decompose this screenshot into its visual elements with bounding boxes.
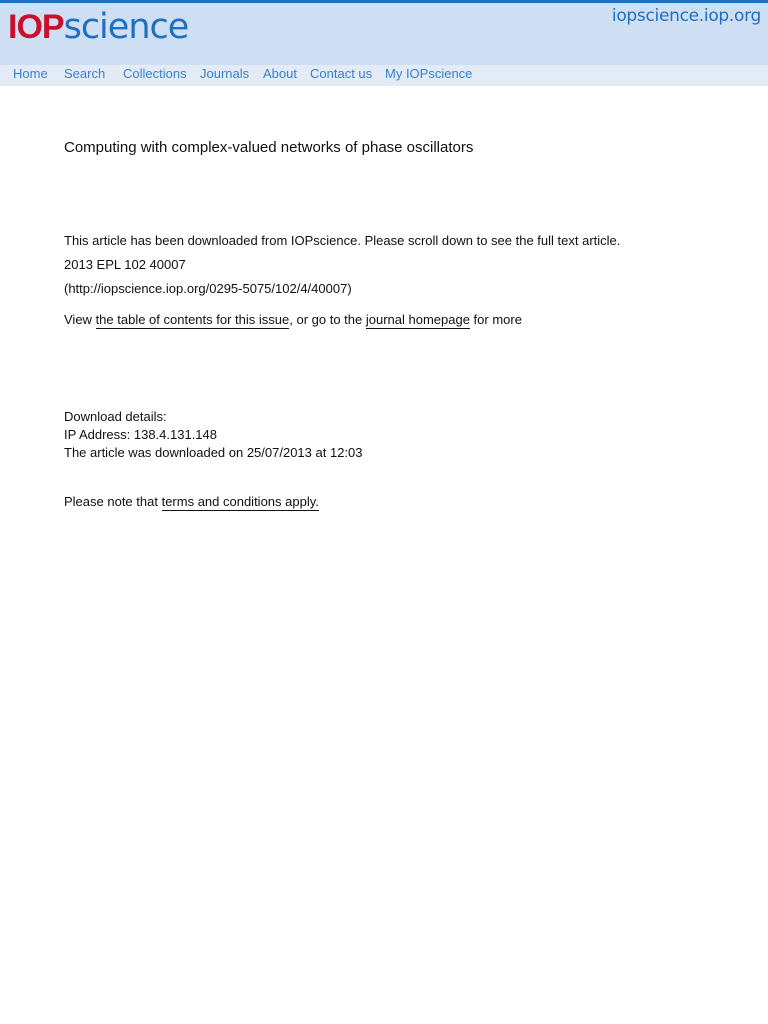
article-citation: 2013 EPL 102 40007	[64, 257, 186, 272]
view-links-line	[64, 312, 522, 328]
terms-prefix: Please note that	[64, 494, 162, 509]
nav-item-my-iopscience[interactable]: My IOPscience	[385, 66, 473, 81]
article-title: Computing with complex-valued networks of phase oscillators	[64, 139, 474, 156]
terms-line	[64, 494, 319, 510]
main-nav	[0, 65, 768, 86]
view-suffix: for more	[469, 312, 522, 327]
nav-item-search[interactable]: Search	[64, 66, 106, 81]
download-notice: This article has been downloaded from IOPscience. Please scroll down to see the full text article.	[64, 233, 621, 248]
logo-science-text: science	[63, 7, 189, 47]
site-url[interactable]: iopscience.iop.org	[611, 6, 761, 26]
download-details-heading: Download details:	[64, 409, 167, 424]
view-middle: , or go to the	[289, 312, 366, 327]
logo-iop-text: IOP	[8, 8, 64, 46]
iopscience-logo[interactable]	[8, 7, 188, 47]
toc-link[interactable]: the table of contents for this issue	[95, 312, 290, 327]
nav-item-home[interactable]: Home	[13, 66, 48, 81]
nav-item-collections[interactable]: Collections	[123, 66, 187, 81]
ip-address: IP Address: 138.4.131.148	[64, 427, 217, 442]
nav-item-about[interactable]: About	[263, 66, 297, 81]
nav-item-contact-us[interactable]: Contact us	[310, 66, 373, 81]
site-header	[0, 0, 768, 65]
article-url: (http://iopscience.iop.org/0295-5075/102/4/40007)	[64, 281, 352, 296]
journal-homepage-link[interactable]: journal homepage	[365, 312, 470, 327]
nav-item-journals[interactable]: Journals	[200, 66, 250, 81]
terms-link[interactable]: terms and conditions apply.	[161, 494, 319, 509]
downloaded-on: The article was downloaded on 25/07/2013 at 12:03	[64, 445, 363, 460]
view-prefix: View	[64, 312, 96, 327]
